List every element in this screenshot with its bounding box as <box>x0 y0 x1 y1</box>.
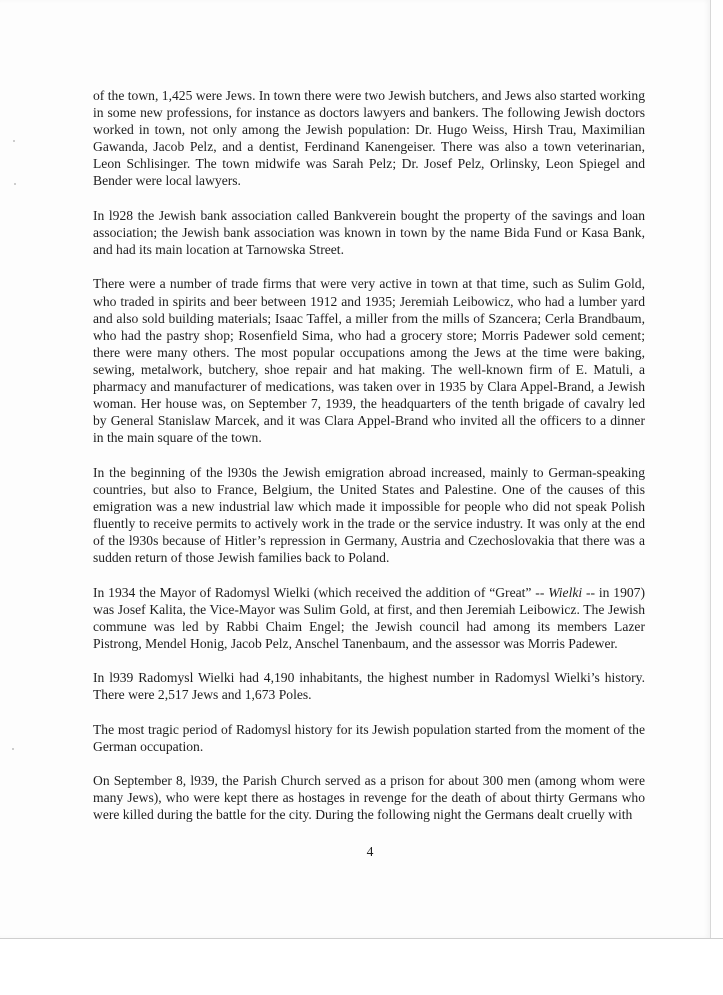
wielki-italic: Wielki <box>548 584 583 600</box>
paragraph-bank-association: In l928 the Jewish bank association called Bankverein bought the property of the savings and loan association; the Jewish bank association was known in town by the name Bida Fund or Kasa Bank, and had its main location at Tarnowska Street. <box>93 207 645 258</box>
scan-speck <box>13 140 15 142</box>
scan-background <box>0 938 723 995</box>
paragraph-emigration: In the beginning of the l930s the Jewish emigration abroad increased, mainly to German-speaking countries, but also to France, Belgium, the United States and Palestine. One of the causes of this emigration was a new industrial law which made it impossible for people who did not speak Polish fluently to receive permits to actively work in the trade or the service industry. It was only at the end of the l930s because of Hitler’s repression in Germany, Austria and Czechoslovakia that there was a sudden return of those Jewish families back to Poland. <box>93 464 645 566</box>
scan-speck <box>12 748 14 750</box>
paragraph-mayor-commune <box>93 584 645 652</box>
paragraph-parish-church: On September 8, l939, the Parish Church served as a prison for about 300 men (among whom were many Jews), who were kept there as hostages in revenge for the death of about thirty Germans who were killed during the battle for the city. During the following night the Germans dealt cruelly with <box>93 773 645 823</box>
page-number: 4 <box>366 844 374 859</box>
paragraph-trade-firms: There were a number of trade firms that were very active in town at that time, such as Sulim Gold, who traded in spirits and beer between 1912 and 1935; Jeremiah Leibowicz, who had a lumber yard and also sold building materials; Isaac Taffel, a miller from the mills of Szancera; Cerla Brandbaum, who had the pastry shop; Rosenfield Sima, who had a grocery store; Morris Padewer sold cement; there were many others. The most popular occupations among the Jews at the time were baking, sewing, metalwork, butchery, shoe repair and hat making. The well-known firm of E. Matuli, a pharmacy and manufacturer of medications, was taken over in 1935 by Clara Appel-Brand, a Jewish woman. Her house was, on September 7, 1939, the headquarters of the tenth brigade of cavalry led by General Stanislaw Marcek, and it was Clara Appel-Brand who invited all the officers to a dinner in the main square of the town. <box>93 276 645 446</box>
document-body <box>93 87 645 823</box>
paragraph-town-professions: of the town, 1,425 were Jews. In town there were two Jewish butchers, and Jews also started working in some new professions, for instance as doctors lawyers and bankers. The following Jewish doctors worked in town, not only among the Jewish population: Dr. Hugo Weiss, Hirsh Trau, Maximilian Gawanda, Jacob Pelz, and a dentist, Ferdinand Kanengeiser. There was also a town veterinarian, Leon Schlisinger. The town midwife was Sarah Pelz; Dr. Josef Pelz, Orlinsky, Leon Spiegel and Bender were local lawyers. <box>93 88 645 189</box>
paragraph-tragic-period: The most tragic period of Radomysl history for its Jewish population started from the moment of the German occupation. <box>93 721 645 754</box>
mayor-text-before: In 1934 the Mayor of Radomysl Wielki (which received the addition of “Great” -- <box>93 584 549 600</box>
scan-speck <box>14 183 16 185</box>
paragraph-population-1939: In l939 Radomysl Wielki had 4,190 inhabitants, the highest number in Radomysl Wielki’s history. There were 2,517 Jews and 1,673 Poles. <box>93 670 645 703</box>
mayor-text-after: -- in 1907) was Josef Kalita, the Vice-Mayor was Sulim Gold, at first, and then Jeremiah Leibowicz. The Jewish commune was led by Rabbi Chaim Engel; the Jewish council had among its members Lazer Pistrong, Mendel Honig, Jacob Pelz, Anschel Tanenbaum, and the assessor was Morris Padewer. <box>93 584 645 651</box>
